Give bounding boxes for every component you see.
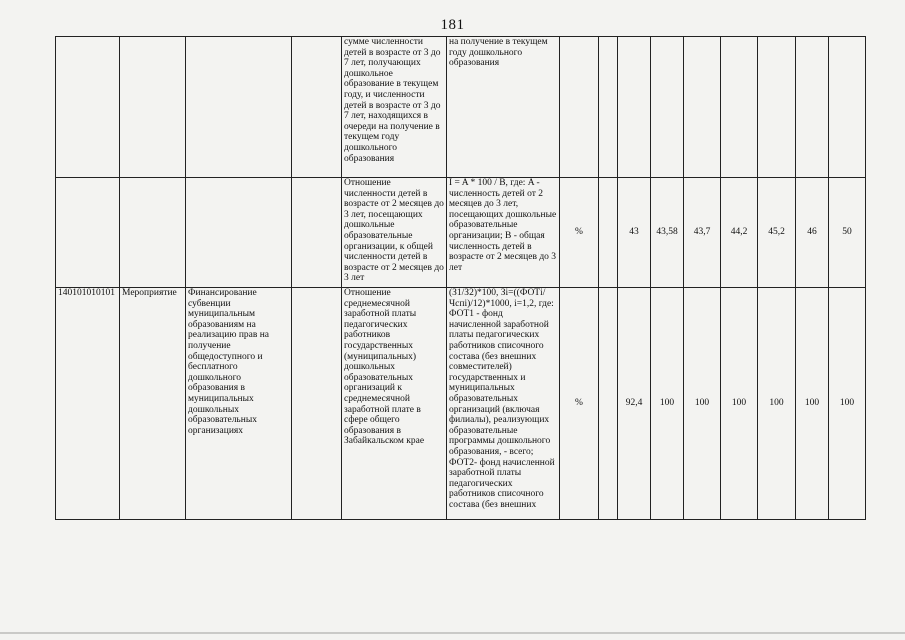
empty-cell: [292, 178, 342, 288]
value-cell: 100: [758, 288, 796, 520]
value-cell: 43,7: [684, 178, 721, 288]
value-cell: [758, 37, 796, 178]
value-cell: [618, 37, 651, 178]
table-row: [56, 288, 866, 520]
value-cell: 100: [796, 288, 829, 520]
value-cell: [684, 37, 721, 178]
type-cell: [120, 37, 186, 178]
type-cell: [120, 178, 186, 288]
indicator-cell: сумме численности детей в возрасте от 3 до 7 лет, получающих дошкольное образование в текущем году, и численности детей в возрасте от 3 до 7 лет, находящихся в очереди на получение в текущем году дошкольного образования: [342, 37, 447, 178]
value-cell: 100: [651, 288, 684, 520]
formula-cell: (З1/З2)*100, Зi=((ФОТi/Чспi)/12)*1000, i=1,2, где: ФОТ1 - фонд начисленной заработной платы педагогических работников списочного состава (без внешних совместителей) государственных и муниципальных образовательных организаций (включая филиалы), реализующих образовательные программы дошкольного образования, - всего; ФОТ2- фонд начисленной заработной платы педагогических работников списочного состава (без внешних: [447, 288, 560, 520]
page-bottom-edge: [0, 632, 905, 634]
code-cell: [56, 37, 120, 178]
value-cell: 100: [721, 288, 758, 520]
code-cell: [56, 178, 120, 288]
value-cell: 45,2: [758, 178, 796, 288]
value-cell: 43,58: [651, 178, 684, 288]
table-row: [56, 37, 866, 178]
indicators-table: [55, 36, 866, 520]
value-cell: 50: [829, 178, 866, 288]
empty-cell: [599, 178, 618, 288]
formula-cell: I = A * 100 / B, где: A - численность детей от 2 месяцев до 3 лет, посещающих дошкольные образовательные организации; B - общая численность детей в возрасте от 2 месяцев до 3 лет: [447, 178, 560, 288]
value-cell: 46: [796, 178, 829, 288]
unit-cell: %: [560, 178, 599, 288]
indicator-cell: Отношение численности детей в возрасте от 2 месяцев до 3 лет, посещающих дошкольные образовательные организации, к общей численности детей в возрасте от 2 месяцев до 3 лет: [342, 178, 447, 288]
table-row: [56, 178, 866, 288]
code-cell: 140101010101: [56, 288, 120, 520]
formula-cell: на получение в текущем году дошкольного образования: [447, 37, 560, 178]
empty-cell: [599, 37, 618, 178]
unit-cell: %: [560, 288, 599, 520]
indicator-cell: Отношение среднемесячной заработной платы педагогических работников государственных (муниципальных) дошкольных образовательных организаций к среднемесячной заработной плате в сфере общего образования в Забайкальском крае: [342, 288, 447, 520]
empty-cell: [292, 37, 342, 178]
type-cell: Мероприятие: [120, 288, 186, 520]
value-cell: 100: [684, 288, 721, 520]
name-cell: Финансирование субвенции муниципальным образованиям на реализацию прав на получение общедоступного и бесплатного дошкольного образования в муниципальных дошкольных образовательных организациях: [186, 288, 292, 520]
name-cell: [186, 178, 292, 288]
value-cell: 92,4: [618, 288, 651, 520]
name-cell: [186, 37, 292, 178]
value-cell: 100: [829, 288, 866, 520]
empty-cell: [599, 288, 618, 520]
value-cell: [796, 37, 829, 178]
unit-cell: [560, 37, 599, 178]
page-number: 181: [440, 17, 465, 33]
value-cell: [721, 37, 758, 178]
value-cell: [651, 37, 684, 178]
value-cell: [829, 37, 866, 178]
value-cell: 44,2: [721, 178, 758, 288]
empty-cell: [292, 288, 342, 520]
value-cell: 43: [618, 178, 651, 288]
